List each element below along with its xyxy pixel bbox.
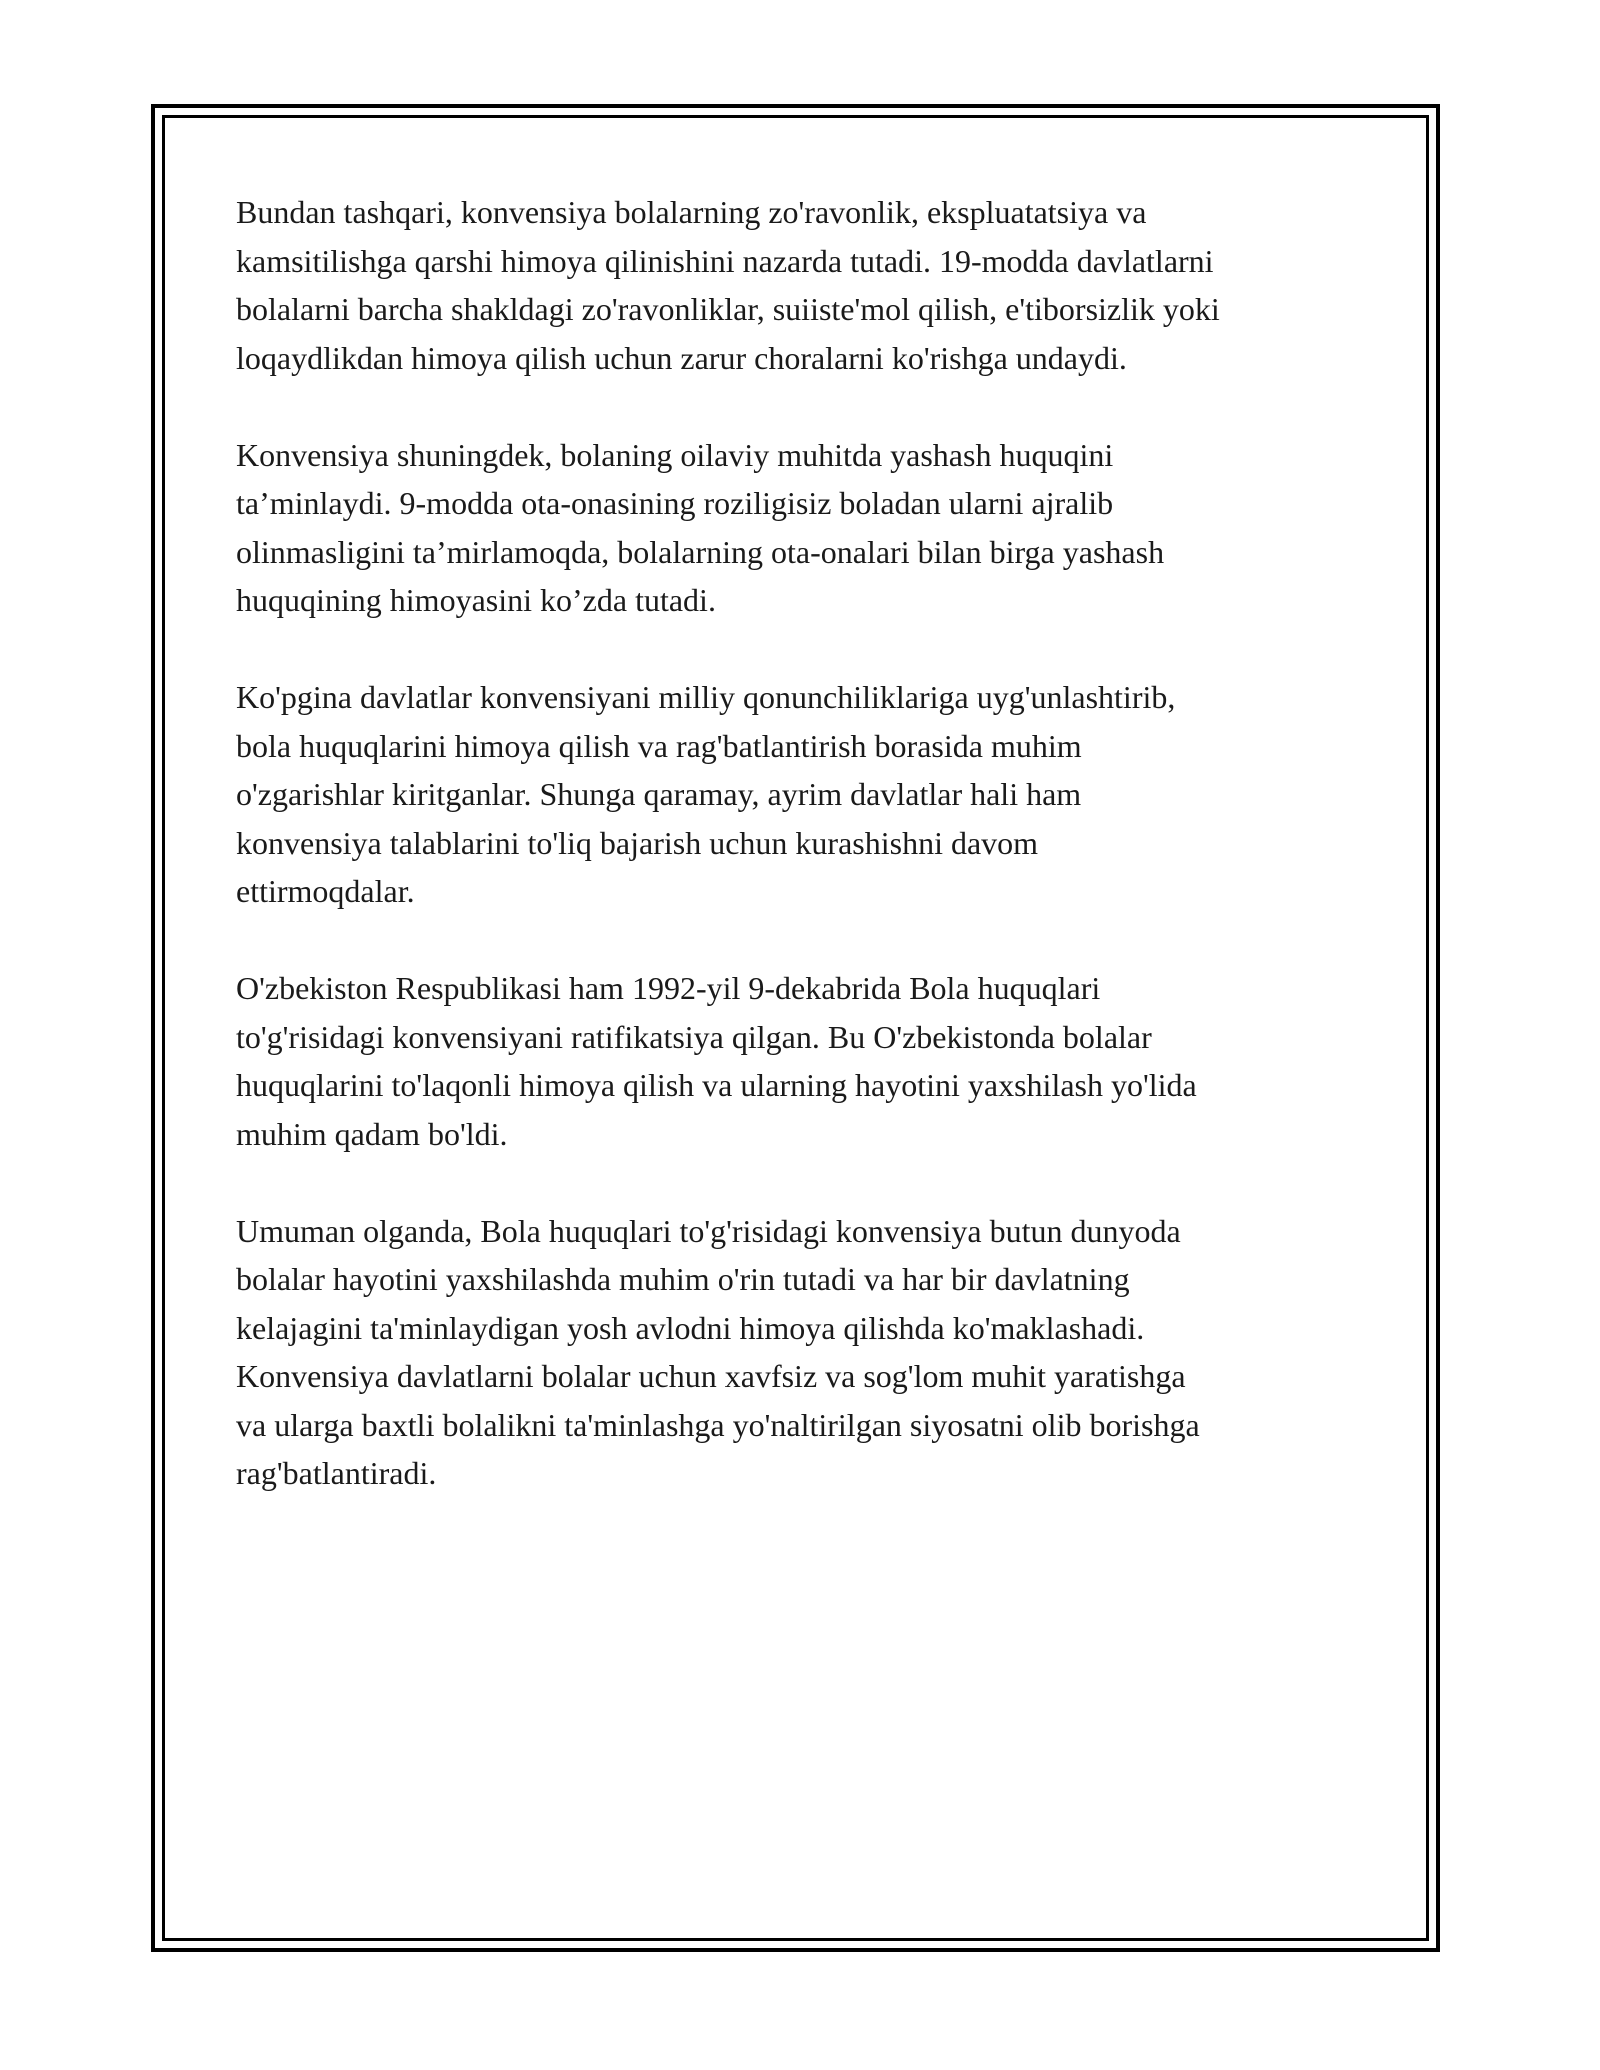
- text-line: rag'batlantiradi.: [236, 1455, 437, 1491]
- text-line: Konvensiya davlatlarni bolalar uchun xavfsiz va sog'lom muhit yaratishga: [236, 1358, 1186, 1394]
- text-line: to'g'risidagi konvensiyani ratifikatsiya qilgan. Bu O'zbekistonda bolalar: [236, 1018, 1152, 1055]
- paragraph-4: [236, 964, 1366, 1158]
- text-line: muhim qadam bo'ldi.: [236, 1115, 508, 1152]
- text-line: O'zbekiston Respublikasi ham 1992-yil 9-dekabrida Bola huquqlari: [236, 970, 1101, 1006]
- text-line: Konvensiya shuningdek, bolaning oilaviy muhitda yashash huquqini: [236, 436, 1114, 473]
- text-line: bolalarni barcha shakldagi zo'ravonliklar, suiiste'mol qilish, e'tiborsizlik yoki: [236, 291, 1220, 327]
- text-line: bolalar hayotini yaxshilashda muhim o'rin tutadi va har bir davlatning: [236, 1261, 1130, 1297]
- paragraph-1: [236, 188, 1366, 382]
- text-line: huquqlarini to'laqonli himoya qilish va ularning hayotini yaxshilash yo'lida: [236, 1067, 1197, 1103]
- text-line: olinmasligini ta’mirlamoqda, bolalarning ota-onalari bilan birga yashash: [236, 533, 1165, 570]
- text-line: kelajagini ta'minlaydigan yosh avlodni himoya qilishda ko'maklashadi.: [236, 1309, 1145, 1346]
- body-text: [236, 188, 1366, 1546]
- text-line: va ularga baxtli bolalikni ta'minlashga yo'naltirilgan siyosatni olib borishga: [236, 1406, 1200, 1443]
- text-line: ta’minlaydi. 9-modda ota-onasining roziligisiz boladan ularni ajralib: [236, 485, 1114, 521]
- text-line: loqaydlikdan himoya qilish uchun zarur choralarni ko'rishga undaydi.: [236, 339, 1127, 376]
- text-line: kamsitilishga qarshi himoya qilinishini nazarda tutadi. 19-modda davlatlarni: [236, 242, 1214, 279]
- paragraph-3: [236, 673, 1366, 916]
- text-line: Bundan tashqari, konvensiya bolalarning zo'ravonlik, ekspluatatsiya va: [236, 194, 1147, 230]
- text-line: huquqining himoyasini ko’zda tutadi.: [236, 582, 716, 618]
- text-line: Ko'pgina davlatlar konvensiyani milliy qonunchiliklariga uyg'unlashtirib,: [236, 679, 1176, 715]
- paragraph-2: [236, 431, 1366, 625]
- text-line: ettirmoqdalar.: [236, 873, 415, 909]
- text-line: bola huquqlarini himoya qilish va rag'batlantirish borasida muhim: [236, 727, 1082, 764]
- text-line: Umuman olganda, Bola huquqlari to'g'risidagi konvensiya butun dunyoda: [236, 1212, 1181, 1249]
- paragraph-5: [236, 1207, 1366, 1498]
- text-line: o'zgarishlar kiritganlar. Shunga qaramay, ayrim davlatlar hali ham: [236, 776, 1082, 812]
- text-line: konvensiya talablarini to'liq bajarish uchun kurashishni davom: [236, 824, 1039, 861]
